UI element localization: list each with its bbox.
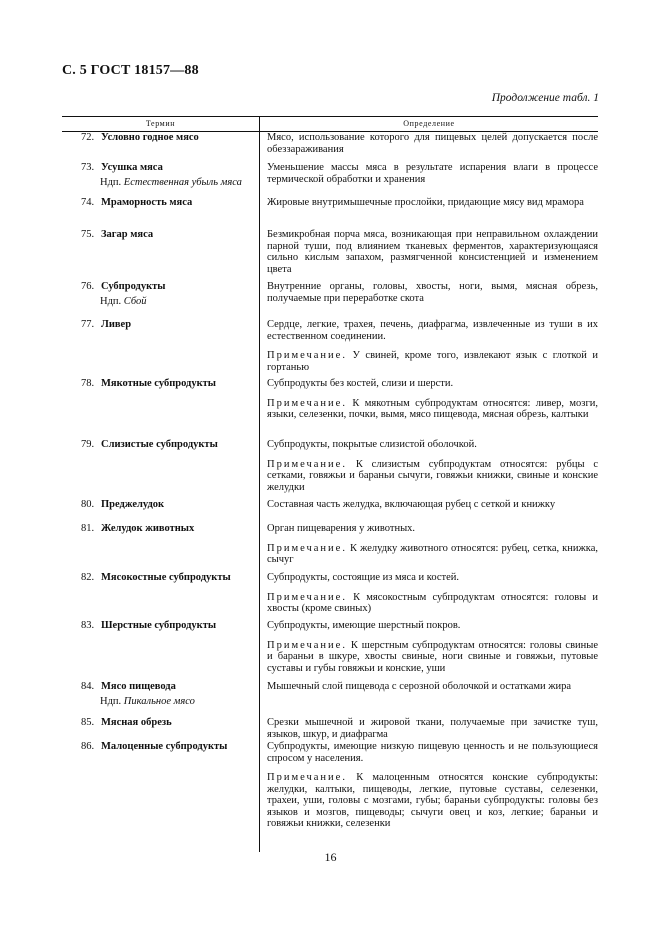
definition-cell [259, 620, 598, 674]
definition-cell [259, 499, 598, 511]
term-cell [62, 229, 259, 275]
term-number: 74. [81, 197, 95, 208]
page-number: 16 [324, 850, 337, 864]
definition-text: Субпродукты, покрытые слизистой оболочкой. [267, 439, 477, 450]
definition-cell [259, 281, 598, 307]
term-number: 77. [81, 319, 95, 330]
term-cell [62, 717, 259, 740]
alt-term: Пикальное мясо [123, 695, 195, 707]
definition-text: Внутренние органы, головы, хвосты, ноги, вымя, мясная обрезь, получаемые при переработке скота [267, 281, 598, 304]
term-cell [62, 197, 259, 209]
alt-term: Естественная убыль мяса [123, 176, 242, 188]
term-alternative [81, 177, 259, 189]
table-continuation-label: Продолжение табл. 1 [491, 92, 599, 104]
definition-cell [259, 439, 598, 493]
term-number: 73. [81, 162, 95, 173]
definition-text: Субпродукты без костей, слизи и шерсти. [267, 378, 454, 389]
note-label: Примечание. [267, 397, 347, 409]
term-name: Мясо пищевода [101, 681, 176, 692]
note-text: К мясокостным субпродуктам относятся: головы и хвосты (кроме свиных) [267, 591, 598, 614]
table-row [62, 572, 598, 615]
note-text: К мякотным субпродуктам относятся: ливер, мозги, языки, селезенки, почки, вымя, мясо пищевода, мясная обрезь, калтыки [267, 397, 599, 420]
term-cell [62, 281, 259, 307]
term-alternative [81, 696, 259, 708]
table-row [62, 499, 598, 511]
note-text: У свиней, кроме того, извлекают язык с глоткой и гортанью [267, 350, 599, 373]
definition-cell [259, 197, 598, 209]
term-number: 81. [81, 523, 95, 534]
definition-text: Субпродукты, имеющие низкую пищевую ценность и не пользующиеся спросом у населения. [267, 741, 598, 764]
term-name: Мясная обрезь [101, 717, 172, 728]
note-text: К малоценным относятся конские субпродукты: желудки, калтыки, пищеводы, легкие, путовые суставы, селезенки, трахеи, уши, головы с мозгами, губы; бараньи субпродукты: головы без языков и мозгов, пищеводы; сычуги овец и коз, легкие; бараньи и говяжьи книжки, селезенки [267, 772, 598, 829]
definition-note [267, 592, 598, 615]
term-cell [62, 162, 259, 188]
terms-table [62, 116, 599, 829]
definition-note [267, 350, 598, 373]
table-header [62, 116, 598, 132]
term-number: 83. [81, 620, 95, 631]
table-row [62, 378, 598, 421]
term-name: Слизистые субпродукты [101, 439, 218, 450]
term-name: Загар мяса [101, 229, 154, 240]
note-label: Примечание. [267, 350, 347, 361]
table-row [62, 717, 598, 740]
definition-text: Безмикробная порча мяса, возникающая при неправильном охлаждении парной туши, под влиянием тканевых ферментов, характеризующаяся сильно кислым запахом, размягченной консистенцией и изменением цвета [267, 229, 598, 275]
definition-cell [259, 572, 598, 615]
term-number: 80. [81, 499, 95, 510]
definition-note [267, 640, 598, 675]
definition-text: Мышечный слой пищевода с серозной оболочкой и остатками жира [267, 681, 572, 692]
term-number: 84. [81, 681, 95, 692]
table-row [62, 620, 598, 674]
table-row [62, 281, 598, 307]
note-label: Примечание. [267, 639, 347, 651]
term-number: 82. [81, 572, 95, 583]
definition-text: Мясо, использование которого для пищевых целей допускается после обеззараживания [267, 132, 598, 155]
term-number: 76. [81, 281, 95, 292]
term-number: 85. [81, 717, 95, 728]
definition-text: Уменьшение массы мяса в результате испарения влаги в процессе термической обработки и хранения [267, 162, 598, 185]
note-text: К желудку животного относятся: рубец, сетка, книжка, сычуг [267, 542, 598, 565]
table-row [62, 132, 598, 155]
term-cell [62, 378, 259, 421]
term-cell [62, 319, 259, 373]
table-row [62, 681, 598, 707]
term-number: 78. [81, 378, 95, 389]
term-number: 79. [81, 439, 95, 450]
definition-cell [259, 741, 598, 830]
note-text: К шерстным субпродуктам относятся: головы свиные и бараньи в шкуре, хвосты свиные, ноги свиные и говяжьи, путовые суставы и губы говяжьи и конские, уши [267, 639, 598, 674]
term-name: Ливер [101, 319, 132, 330]
term-cell [62, 572, 259, 615]
alt-term: Сбой [123, 295, 147, 307]
term-cell [62, 620, 259, 674]
alt-prefix: Ндп. [100, 295, 122, 307]
column-header-term: Термин [62, 117, 260, 131]
term-name: Мякотные субпродукты [101, 378, 216, 389]
note-label: Примечание. [267, 772, 347, 783]
note-text: К слизистым субпродуктам относятся: рубцы с сетками, говяжьи и бараньи сычуги, говяжьи книжки, свиные и конские желудки [267, 458, 599, 493]
definition-cell [259, 523, 598, 566]
term-name: Желудок животных [101, 523, 195, 534]
term-cell [62, 439, 259, 493]
term-cell [62, 741, 259, 830]
term-name: Шерстные субпродукты [101, 620, 217, 631]
term-number: 75. [81, 229, 95, 240]
term-cell [62, 499, 259, 511]
term-number: 86. [81, 741, 95, 752]
note-label: Примечание. [267, 542, 347, 554]
note-label: Примечание. [267, 458, 347, 470]
term-cell [62, 523, 259, 566]
note-label: Примечание. [267, 591, 347, 603]
term-name: Малоценные субпродукты [101, 741, 228, 752]
definition-text: Субпродукты, имеющие шерстный покров. [267, 620, 461, 631]
definition-cell [259, 378, 598, 421]
definition-text: Сердце, легкие, трахея, печень, диафрагма, извлеченные из туши в их естественном соединении. [267, 319, 598, 342]
definition-note [267, 459, 598, 494]
term-name: Мясокостные субпродукты [101, 572, 231, 583]
definition-note [267, 543, 598, 566]
table-row [62, 523, 598, 566]
column-header-definition: Определение [403, 119, 455, 128]
definition-text: Субпродукты, состоящие из мяса и костей. [267, 572, 460, 583]
table-row [62, 197, 598, 209]
term-cell [62, 681, 259, 707]
table-row [62, 162, 598, 188]
definition-note [267, 398, 598, 421]
term-name: Условно годное мясо [101, 132, 199, 143]
alt-prefix: Ндп. [100, 695, 122, 707]
term-number: 72. [81, 132, 95, 143]
alt-prefix: Ндп. [100, 176, 122, 188]
definition-note [267, 772, 598, 830]
term-name: Мраморность мяса [101, 197, 193, 208]
term-name: Субпродукты [101, 281, 166, 292]
table-row [62, 439, 598, 493]
document-header: С. 5 ГОСТ 18157—88 [62, 63, 199, 78]
table-row [62, 229, 598, 275]
definition-cell [259, 717, 598, 740]
definition-cell [259, 681, 598, 707]
definition-text: Орган пищеварения у животных. [267, 523, 415, 534]
term-name: Преджелудок [101, 499, 165, 510]
definition-text: Жировые внутримышечные прослойки, придающие мясу вид мрамора [267, 197, 584, 208]
table-row [62, 741, 598, 830]
term-alternative [81, 296, 259, 308]
term-cell [62, 132, 259, 155]
definition-cell [259, 162, 598, 188]
term-name: Усушка мяса [101, 162, 163, 173]
definition-text: Срезки мышечной и жировой ткани, получаемые при зачистке туш, языков, шкур, и диафрагма [267, 717, 598, 740]
definition-cell [259, 229, 598, 275]
definition-text: Составная часть желудка, включающая рубец с сеткой и книжку [267, 499, 556, 510]
table-row [62, 319, 598, 373]
definition-cell [259, 132, 598, 155]
definition-cell [259, 319, 598, 373]
